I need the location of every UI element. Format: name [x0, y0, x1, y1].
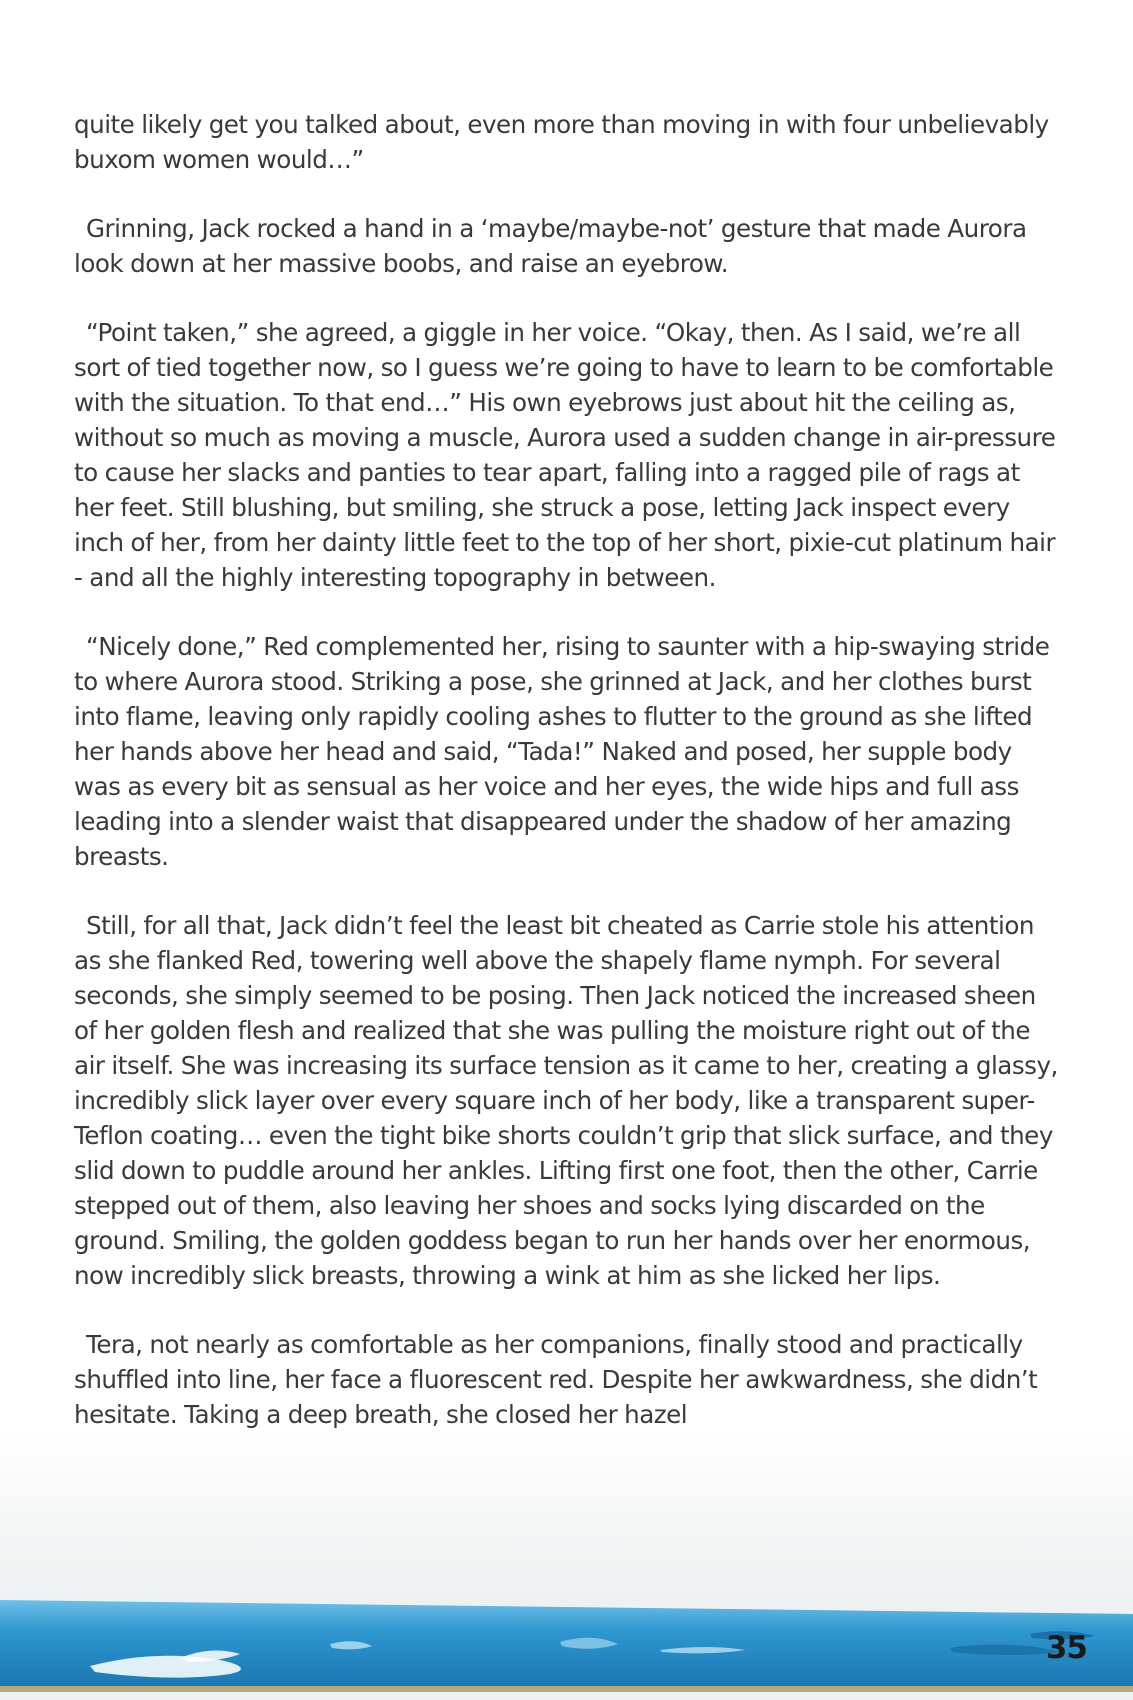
footer-water-banner — [0, 1600, 1133, 1686]
paragraph-2: Grinning, Jack rocked a hand in a ‘maybe/maybe-not’ gesture that made Aurora look down at her massive boobs, and raise an eyebrow. — [74, 214, 1027, 278]
paragraph-3: “Point taken,” she agreed, a giggle in her voice. “Okay, then. As I said, we’re all sort of tied together now, so I guess we’re going to have to learn to be comfortable with the situation. To that end…” His own eyebrows just about hit the ceiling as, without so much as moving a muscle, Aurora used a sudden change in air-pressure to cause her slacks and panties to tear apart, falling into a ragged pile of rags at her feet. Still blushing, but smiling, she struck a pose, letting Jack inspect every inch of her, from her dainty little feet to the top of her short, pixie-cut platinum hair - and all the highly interesting topography in between. — [74, 318, 1056, 592]
paragraph-6: Tera, not nearly as comfortable as her companions, finally stood and practically shuffled into line, her face a fluorescent red. Despite her awkwardness, she didn’t hesitate. Taking a deep breath, she closed her hazel — [74, 1330, 1038, 1429]
footer-edge — [0, 1692, 1133, 1700]
paragraph-4: “Nicely done,” Red complemented her, rising to saunter with a hip-swaying stride to where Aurora stood. Striking a pose, she grinned at Jack, and her clothes burst into flame, leaving only rapidly cooling ashes to flutter to the ground as she lifted her hands above her head and said, “Tada!” Naked and posed, her supple body was as every bit as sensual as her voice and her eyes, the wide hips and full ass leading into a slender waist that disappeared under the shadow of her amazing breasts. — [74, 632, 1050, 871]
paragraph-5: Still, for all that, Jack didn’t feel the least bit cheated as Carrie stole his attention as she flanked Red, towering well above the shapely flame nymph. For several seconds, she simply seemed to be posing. Then Jack noticed the increased sheen of her golden flesh and realized that she was pulling the moisture right out of the air itself. She was increasing its surface tension as it came to her, creating a glassy, incredibly slick layer over every square inch of her body, like a transparent super-Teflon coating… even the tight bike shorts couldn’t grip that slick surface, and they slid down to puddle around her ankles. Lifting first one foot, then the other, Carrie stepped out of them, also leaving her shoes and socks lying discarded on the ground. Smiling, the golden goddess began to run her hands over her enormous, now incredibly slick breasts, throwing a wink at him as she licked her lips. — [74, 911, 1058, 1290]
page-number: 35 — [1045, 1630, 1087, 1666]
body-text — [74, 107, 1064, 1466]
paragraph-1: quite likely get you talked about, even more than moving in with four unbelievably buxom women would…” — [74, 110, 1049, 174]
